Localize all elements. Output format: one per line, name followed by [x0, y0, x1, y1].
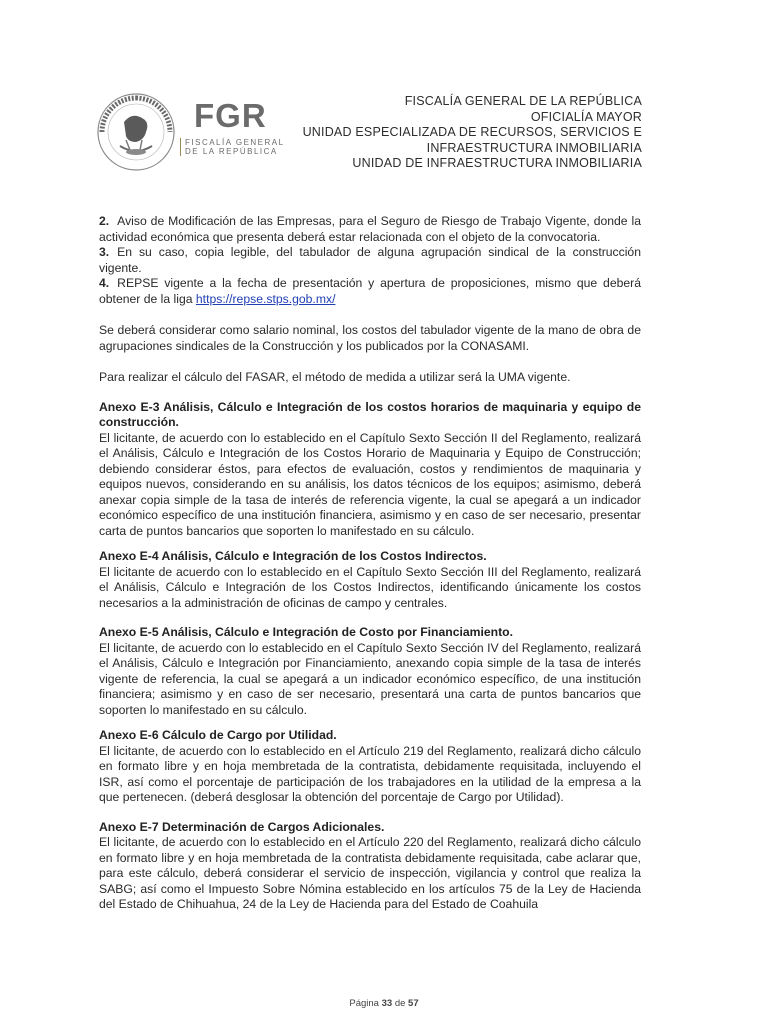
section-body: El licitante, de acuerdo con lo establecido en el Capítulo Sexto Sección IV del Reglamento, realizará el Análisis, Cálculo e Integración por Financiamiento, anexando copia simple de la tasa de interés vigente de referencia, la cual se apegará a un indicador económico específico, de una institución financiera; asimismo y en caso de ser necesario, presentará una carta de puntos bancarios que soporten lo manifestado en su cálculo.: [99, 640, 641, 717]
fgr-logo-subtitle-1: FISCALÍA GENERAL: [180, 138, 285, 147]
org-line: INFRAESTRUCTURA INMOBILIARIA: [426, 140, 642, 155]
section-body: El licitante, de acuerdo con lo establecido en el Artículo 219 del Reglamento, realizará dicho cálculo en formato libre y en hoja membretada de la contratista, debidamente requisitada, incluyendo el ISR, así como el porcentaje de participación de los trabajadores en la utilidad de la empresa a la que pertenecen. (deberá desglosar la obtención del porcentaje de Cargo por Utilidad).: [99, 743, 641, 804]
org-line: OFICIALÍA MAYOR: [530, 109, 642, 124]
page-header: [0, 0, 768, 200]
org-line: UNIDAD DE INFRAESTRUCTURA INMOBILIARIA: [352, 156, 642, 170]
page-total: 57: [408, 998, 419, 1009]
section-heading: Anexo E-6 Cálculo de Cargo por Utilidad.: [99, 728, 337, 742]
page-label: Página: [349, 998, 379, 1009]
paragraph-salario: Se deberá considerar como salario nominal, los costos del tabulador vigente de la mano de obra de agrupaciones sindicales de la Construcción y los publicados por la CONASAMI.: [99, 323, 641, 353]
section-heading: Anexo E-4 Análisis, Cálculo e Integración de los Costos Indirectos.: [99, 549, 487, 563]
organization-block: [303, 94, 642, 172]
page-of: de: [394, 998, 406, 1009]
fgr-logo: [180, 98, 285, 156]
document-body: [99, 214, 641, 913]
list-item: 3. En su caso, copia legible, del tabulador de alguna agrupación sindical de la construcción vigente.: [99, 245, 641, 275]
section-body: El licitante, de acuerdo con lo establecido en el Artículo 220 del Reglamento, realizará dicho cálculo en formato libre y en hoja membretada de la contratista debidamente requisitada, cabe aclarar que, para este cálculo, deberá considerar el servicio de inspección, vigilancia y control que realiza la SABG; así como el Impuesto Sobre Nómina establecido en los artículos 75 de la Ley de Hacienda del Estado de Chihuahua, 24 de la Ley de Hacienda para del Estado de Coahuila: [99, 835, 641, 911]
paragraph-fasar: Para realizar el cálculo del FASAR, el método de medida a utilizar será la UMA vigente.: [99, 370, 571, 384]
list-item: 4. REPSE vigente a la fecha de presentación y apertura de proposiciones, mismo que deberá obtener de la liga https://repse.stps.gob.mx/: [99, 276, 641, 306]
fgr-logo-text: FGR: [194, 97, 267, 134]
org-line: FISCALÍA GENERAL DE LA REPÚBLICA: [404, 94, 642, 108]
page-current: 33: [381, 998, 393, 1009]
fgr-logo-subtitle-2: DE LA REPÚBLICA: [180, 147, 285, 156]
page-footer: [0, 998, 768, 1009]
section-heading: Anexo E-3 Análisis, Cálculo e Integración de los costos horarios de maquinaria y equipo de construcción.: [99, 399, 641, 429]
list-item: 2. Aviso de Modificación de las Empresas, para el Seguro de Riesgo de Trabajo Vigente, donde la actividad económica que presenta deberá estar relacionada con el objeto de la convocatoria.: [99, 214, 641, 244]
section-heading: Anexo E-5 Análisis, Cálculo e Integración de Costo por Financiamiento.: [99, 625, 513, 639]
org-line: UNIDAD ESPECIALIZADA DE RECURSOS, SERVICIOS E: [302, 125, 642, 139]
section-heading: Anexo E-7 Determinación de Cargos Adicionales.: [99, 819, 385, 834]
section-body: El licitante, de acuerdo con lo establecido en el Capítulo Sexto Sección II del Reglamento, realizará el Análisis, Cálculo e Integración de los Costos Horario de Maquinaria y Equipo de Construcción; debiendo considerar éstos, para efectos de evaluación, costos y rendimientos de maquinaria y equipos nuevos, considerando en su análisis, los datos técnicos de los equipos; asimismo, deberá anexar copia simple de la tasa de interés de referencia vigente, la cual se apegará a un indicador económico específico de una institución financiera, asimismo y en caso de ser necesario, presentar carta de puntos bancarios que soporten lo manifestado en su cálculo.: [99, 430, 641, 538]
repse-link[interactable]: https://repse.stps.gob.mx/: [195, 291, 336, 306]
mexican-coat-of-arms-seal: [96, 92, 176, 172]
section-body: El licitante de acuerdo con lo establecido en el Capítulo Sexto Sección III del Reglamento, realizará el Análisis, Cálculo e Integración de los Costos Indirectos, identificando únicamente los costos necesarios a la administración de oficinas de campo y centrales.: [99, 564, 641, 610]
